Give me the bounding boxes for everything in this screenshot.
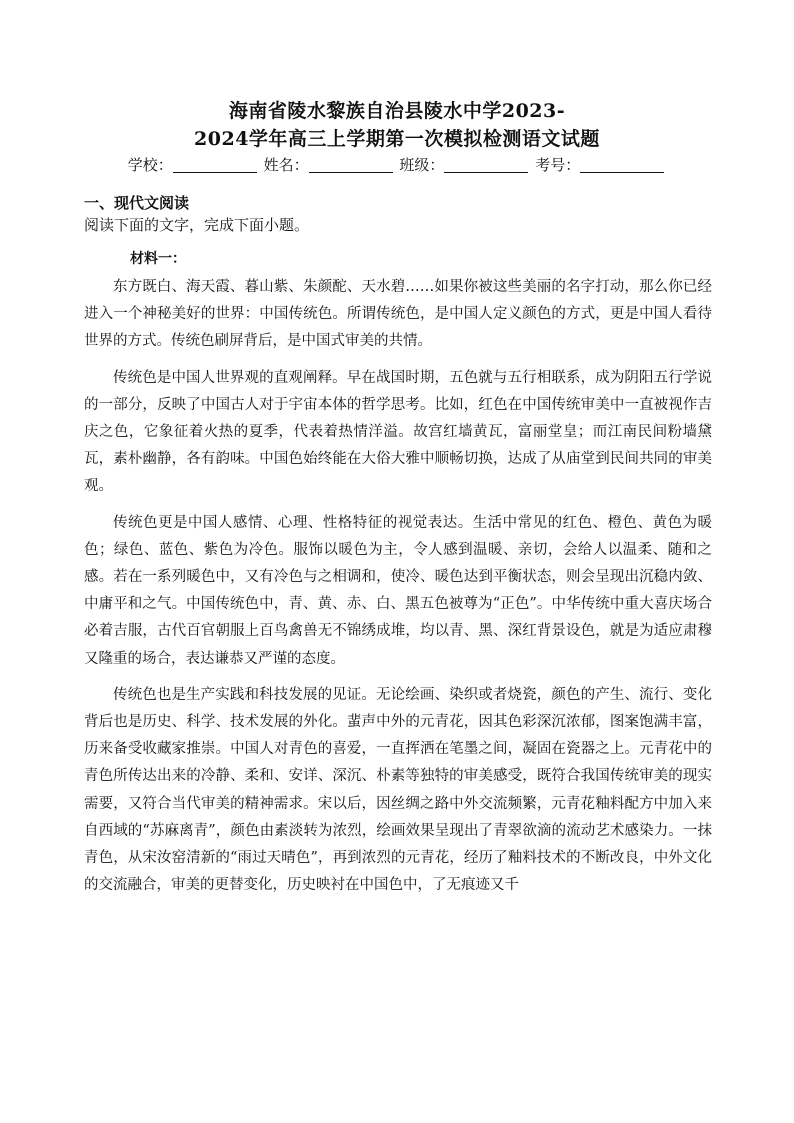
section-instruction: 阅读下面的文字，完成下面小题。 (84, 216, 310, 234)
student-info-row (0, 154, 794, 176)
section-heading: 一、现代文阅读 (84, 195, 190, 212)
exam-no-label: 考号： (535, 156, 581, 174)
name-label: 姓名： (263, 156, 309, 174)
school-label: 学校： (127, 156, 173, 174)
passage-body (84, 274, 712, 899)
title-line-1: 海南省陵水黎族自治县陵水中学2023- (228, 100, 566, 122)
paragraph: 传统色更是中国人感情、心理、性格特征的视觉表达。生活中常见的红色、橙色、黄色为暖色；绿色、蓝色、紫色为冷色。服饰以暖色为主，令人感到温暖、亲切，会给人以温柔、随和之感。若在一系列暖色中，又有冷色与之相调和，使冷、暖色达到平衡状态，则会呈现出沉稳内敛、中庸平和之气。中国传统色中，青、黄、赤、白、黑五色被尊为“正色”。中华传统中重大喜庆场合必着吉服，古代百官朝服上百鸟禽兽无不锦绣成堆，均以青、黑、深红背景设色，就是为适应肃穆又隆重的场合，表达谦恭又严谨的态度。 (84, 514, 712, 667)
class-blank[interactable] (444, 156, 528, 173)
name-blank[interactable] (309, 156, 393, 173)
material-label: 材料一： (130, 251, 186, 267)
paragraph: 东方既白、海天霞、暮山紫、朱颜酡、天水碧……如果你被这些美丽的名字打动，那么你已经进入一个神秘美好的世界：中国传统色。所谓传统色，是中国人定义颜色的方式，更是中国人看待世界的方式。传统色刷屏背后，是中国式审美的共情。 (84, 279, 712, 350)
title-line-2: 2024学年高三上学期第一次模拟检测语文试题 (194, 128, 600, 150)
class-label: 班级： (399, 156, 445, 174)
exam-no-blank[interactable] (580, 156, 664, 173)
paragraph: 传统色是中国人世界观的直观阐释。早在战国时期，五色就与五行相联系，成为阴阳五行学说的一部分，反映了中国古人对于宇宙本体的哲学思考。比如，红色在中国传统审美中一直被视作吉庆之色，它象征着火热的夏季，代表着热情洋溢。故宫红墙黄瓦，富丽堂皇；而江南民间粉墙黛瓦，素朴幽静，各有韵味。中国色始终能在大俗大雅中顺畅切换，达成了从庙堂到民间共同的审美观。 (84, 369, 712, 495)
school-blank[interactable] (173, 156, 257, 173)
paragraph: 传统色也是生产实践和科技发展的见证。无论绘画、染织或者烧瓷，颜色的产生、流行、变化背后也是历史、科学、技术发展的外化。蜚声中外的元青花，因其色彩深沉浓郁，图案饱满丰富，历来备受收藏家推崇。中国人对青色的喜爱，一直挥洒在笔墨之间，凝固在瓷器之上。元青花中的青色所传达出来的冷静、柔和、安详、深沉、朴素等独特的审美感受，既符合我国传统审美的现实需要，又符合当代审美的精神需求。宋以后，因丝绸之路中外交流频繁，元青花釉料配方中加入来自西域的“苏麻离青”，颜色由素淡转为浓烈，绘画效果呈现出了青翠欲滴的流动艺术感染力。一抹青色，从宋汝窑清新的“雨过天晴色”，再到浓烈的元青花，经历了釉料技术的不断改良，中外文化的交流融合，审美的更替变化，历史映衬在中国色中，了无痕迹又千 (84, 686, 712, 894)
